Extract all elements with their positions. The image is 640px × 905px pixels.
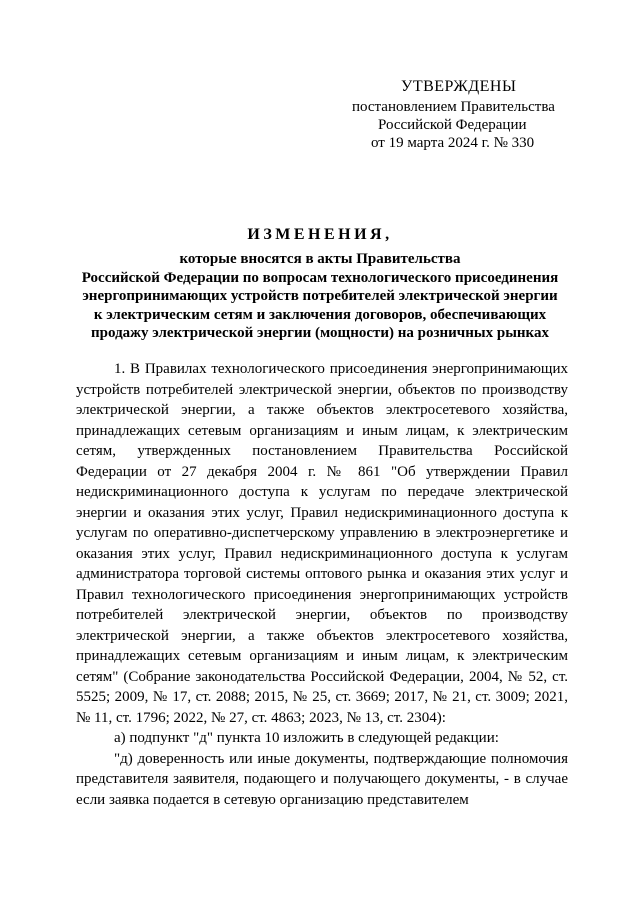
subheading-line: к электрическим сетям и заключения договоров, обеспечивающих	[93, 306, 547, 323]
subheading-line: Российской Федерации по вопросам технологического присоединения	[81, 269, 559, 286]
document-body	[76, 359, 568, 810]
paragraph-2: а) подпункт "д" пункта 10 изложить в следующей редакции:	[114, 730, 499, 746]
subheading-line: продажу электрической энергии (мощности) на розничных рынках	[91, 325, 549, 341]
document-subheading	[60, 250, 580, 343]
document-heading: ИЗМЕНЕНИЯ,	[247, 226, 393, 243]
approval-line-2: Российской Федерации	[378, 117, 527, 133]
paragraph-1: 1. В Правилах технологического присоединения энергопринимающих устройств потребителей электрической энергии, объектов по производству электрической энергии, а также объектов электросетевого хозяйства, принадлежащих сетевым организациям и иным лицам, к электрическим сетям, утвержденных постановлением Правительства Российской Федерации от 27 декабря 2004 г. № 861 "Об утверждении Правил недискриминационного доступа к услугам по передаче электрической энергии и оказания этих услуг, Правил недискриминационного доступа к услугам по оперативно-диспетчерскому управлению в электроэнергетике и оказания этих услуг, Правил недискриминационного доступа к услугам администратора торговой системы оптового рынка и оказания этих услуг и Правил технологического присоединения энергопринимающих устройств потребителей электрической энергии, объектов по производству электрической энергии, а также объектов электросетевого хозяйства, принадлежащих сетевым организациям и иным лицам, к электрическим сетям" (Собрание законодательства Российской Федерации, 2004, № 52, ст. 5525; 2009, № 17, ст. 2088; 2015, № 25, ст. 3669; 2017, № 21, ст. 3009; 2021, № 11, ст. 1796; 2022, № 27, ст. 4863; 2023, № 13, ст. 2304):	[76, 361, 568, 726]
paragraph-3: "д) доверенность или иные документы, подтверждающие полномочия представителя заявителя, подающего и получающего документы, - в случае если заявка подается в сетевую организацию представителем	[76, 750, 568, 808]
subheading-line: энергопринимающих устройств потребителей электрической энергии	[82, 288, 558, 304]
approval-title: УТВЕРЖДЕНЫ	[401, 78, 517, 95]
subheading-line: которые вносятся в акты Правительства	[179, 251, 461, 267]
approval-line-1: постановлением Правительства	[352, 99, 555, 115]
approval-line-3: от 19 марта 2024 г. № 330	[371, 135, 535, 151]
